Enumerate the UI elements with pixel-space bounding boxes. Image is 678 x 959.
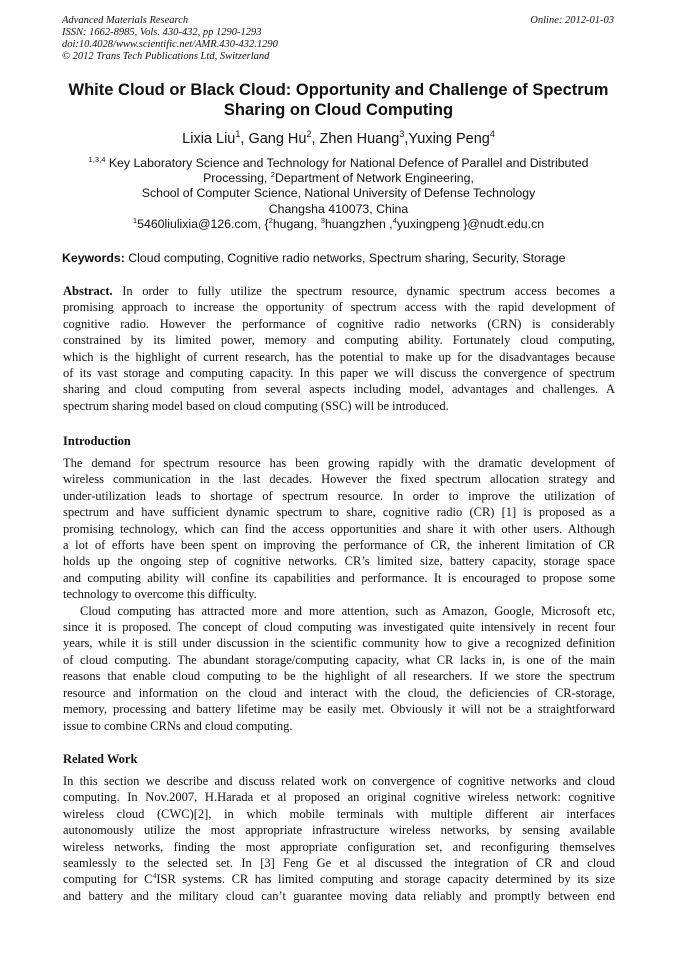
email-marker: 1 xyxy=(132,215,138,225)
section-heading-related-work: Related Work xyxy=(63,752,138,766)
body-text: computing for C xyxy=(63,872,153,887)
author-name: Gang Hu xyxy=(248,131,307,147)
affiliation-line-1 xyxy=(62,156,615,171)
abstract-line: which is the highlight of current research, has the potential to make up for the disadvantages because xyxy=(63,349,615,364)
body-line: computing. In Nov.2007, H.Harada et al proposed an original cognitive wireless network: cognitive xyxy=(63,790,615,805)
body-line: wireless communication in the last decades. However the fixed spectrum allocation strategy and xyxy=(63,472,615,487)
abstract-line: spectrum sharing model based on cloud computing (SSC) will be introduced. xyxy=(63,398,449,413)
affiliation-text: Processing, xyxy=(203,171,271,186)
body-line: resource and information on the cloud and interact with the cloud, the deficiencies of CR-storage, xyxy=(63,685,615,700)
body-line: memory, processing and battery lifetime may be easily met. Obviously it will not be a straightforward xyxy=(63,702,615,717)
doi-line: doi:10.4028/www.scientific.net/AMR.430-432.1290 xyxy=(62,39,278,50)
keywords-label: Keywords: xyxy=(62,251,125,265)
email-line xyxy=(62,217,615,232)
affiliation-line-2 xyxy=(62,171,615,186)
keywords-text: Cloud computing, Cognitive radio networks, Spectrum sharing, Security, Storage xyxy=(124,251,566,265)
body-line: and computing ability will confine its capabilities and performance. It is encouraged to propose some xyxy=(63,570,615,585)
author-marker: 4 xyxy=(489,129,495,140)
author-name: Lixia Liu xyxy=(182,131,236,147)
author-name: Yuxing Peng xyxy=(408,131,490,147)
journal-name: Advanced Materials Research xyxy=(62,15,189,26)
body-line: of cloud computing. The abundant storage/computing capacity, what CR lacks in, is one of the main xyxy=(63,652,615,667)
introduction-body xyxy=(63,455,615,734)
online-date: Online: 2012-01-03 xyxy=(530,15,614,26)
body-line: In this section we describe and discuss related work on convergence of cognitive networks and cloud xyxy=(63,774,615,788)
email-text: yuxingpeng }@nudt.edu.cn xyxy=(396,216,545,231)
body-line: seamlessly to the selected set. In [3] Feng Ge et al discussed the integration of CR and cloud xyxy=(63,856,615,871)
section-heading-introduction: Introduction xyxy=(63,434,131,448)
body-line: issue to combine CRNs and cloud computing. xyxy=(63,718,293,733)
journal-header xyxy=(62,15,278,63)
body-line: wireless networks, finding the most appropriate configuration set, and reconfiguring themselves xyxy=(63,839,615,854)
author-marker: 2 xyxy=(306,129,312,140)
abstract-line: constrained by its limited power, memory and computing ability. Fortunately cloud computing, xyxy=(63,333,615,348)
affiliation-text: Key Laboratory Science and Technology for National Defence of Parallel and Distributed xyxy=(105,156,589,170)
email-text: huangzhen , xyxy=(324,216,393,231)
body-line xyxy=(63,871,615,887)
copyright-line: © 2012 Trans Tech Publications Ltd, Switzerland xyxy=(62,51,270,62)
body-line: Cloud computing has attracted more and more attention, such as Amazon, Google, Microsoft etc, xyxy=(80,603,615,618)
body-line: holds up the ongoing step of cognitive networks. CR’s limited size, battery capacity, storage space xyxy=(63,554,615,569)
body-line: spectrum and have sufficient dynamic spectrum to share, cognitive radio (CR) [1] is proposed as a xyxy=(63,505,615,520)
body-line: reasons that enable cloud computing to be the highlight of all researchers. If we store the spectrum xyxy=(63,669,615,684)
body-line: promising technology, which can find the access opportunities and share it with other users. Although xyxy=(63,521,615,536)
email-marker: 4 xyxy=(392,215,397,225)
body-line: a lot of efforts have been spent on improving the performance of CR, the inherent limitation of CR xyxy=(63,538,615,553)
affiliation-line-3: School of Computer Science, National University of Defense Technology xyxy=(141,186,536,201)
body-line: technology to overcome this difficulty. xyxy=(63,587,257,602)
email-marker: 2 xyxy=(268,215,273,225)
affiliation-block xyxy=(62,156,615,232)
title-line-2: Sharing on Cloud Computing xyxy=(223,101,454,119)
issn-line: ISSN: 1662-8985, Vols. 430-432, pp 1290-1293 xyxy=(62,27,262,38)
body-line: The demand for spectrum resource has been growing rapidly with the dramatic development of xyxy=(63,456,615,470)
abstract xyxy=(63,283,615,414)
affiliation-text: Department of Network Engineering, xyxy=(275,171,474,186)
author-marker: 1 xyxy=(235,129,241,140)
abstract-text: In order to fully utilize the spectrum resource, dynamic spectrum access becomes a xyxy=(112,284,615,298)
abstract-line: promising approach to increase the opportunity of spectrum access with the rapid development of xyxy=(63,300,615,315)
affiliation-line-4: Changsha 410073, China xyxy=(268,201,409,216)
body-line: since it is proposed. The concept of cloud computing was investigated quite intensively in recent four xyxy=(63,620,615,635)
related-work-body xyxy=(63,773,615,904)
body-line: years, while it is still under discussion in the scientific community how to give a recognized definition xyxy=(63,636,615,651)
author-list: Lixia Liu$^1$, Gang Hu$^2$, Zhen Huang$^3$,Yuxing Peng$^4$ xyxy=(182,129,495,147)
body-text: ISR systems. CR has limited computing and storage capacity determined by its size xyxy=(156,872,615,887)
body-line: autonomously utilize the most appropriate infrastructure wireless networks, by sensing available xyxy=(63,823,615,838)
email-marker: 3 xyxy=(320,215,325,225)
affiliation-marker: 1,3,4 xyxy=(88,154,106,164)
email-text: hugang, xyxy=(272,216,321,231)
body-line: under-utilization leads to shortage of spectrum resource. In order to improve the utilization of xyxy=(63,488,615,503)
body-line: wireless cloud (CWC)[2], in which mobile terminals with multiple different air interfaces xyxy=(63,806,615,821)
abstract-line xyxy=(63,283,615,299)
abstract-line: sharing and cloud computing from several aspects including model, advantages and challenges. A xyxy=(63,382,615,397)
paper-title xyxy=(62,80,615,120)
affiliation-marker: 2 xyxy=(270,170,275,180)
abstract-label: Abstract. xyxy=(63,284,113,298)
email-text: 5460liulixia@126.com, { xyxy=(137,216,269,231)
title-line-1: White Cloud or Black Cloud: Opportunity and Challenge of Spectrum xyxy=(68,81,609,99)
body-line: and battery and the military cloud can’t guarantee moving data reliably and promptly between end xyxy=(63,888,615,903)
keywords xyxy=(62,251,615,266)
superscript: 4 xyxy=(152,871,157,881)
abstract-line: cognitive radio. However the performance of cognitive radio networks (CRN) is considerably xyxy=(63,316,615,331)
abstract-line: of its vast storage and computing capacity. In this paper we will discuss the convergence of spectrum xyxy=(63,366,615,381)
author-marker: 3 xyxy=(399,129,405,140)
author-name: Zhen Huang xyxy=(319,131,400,147)
